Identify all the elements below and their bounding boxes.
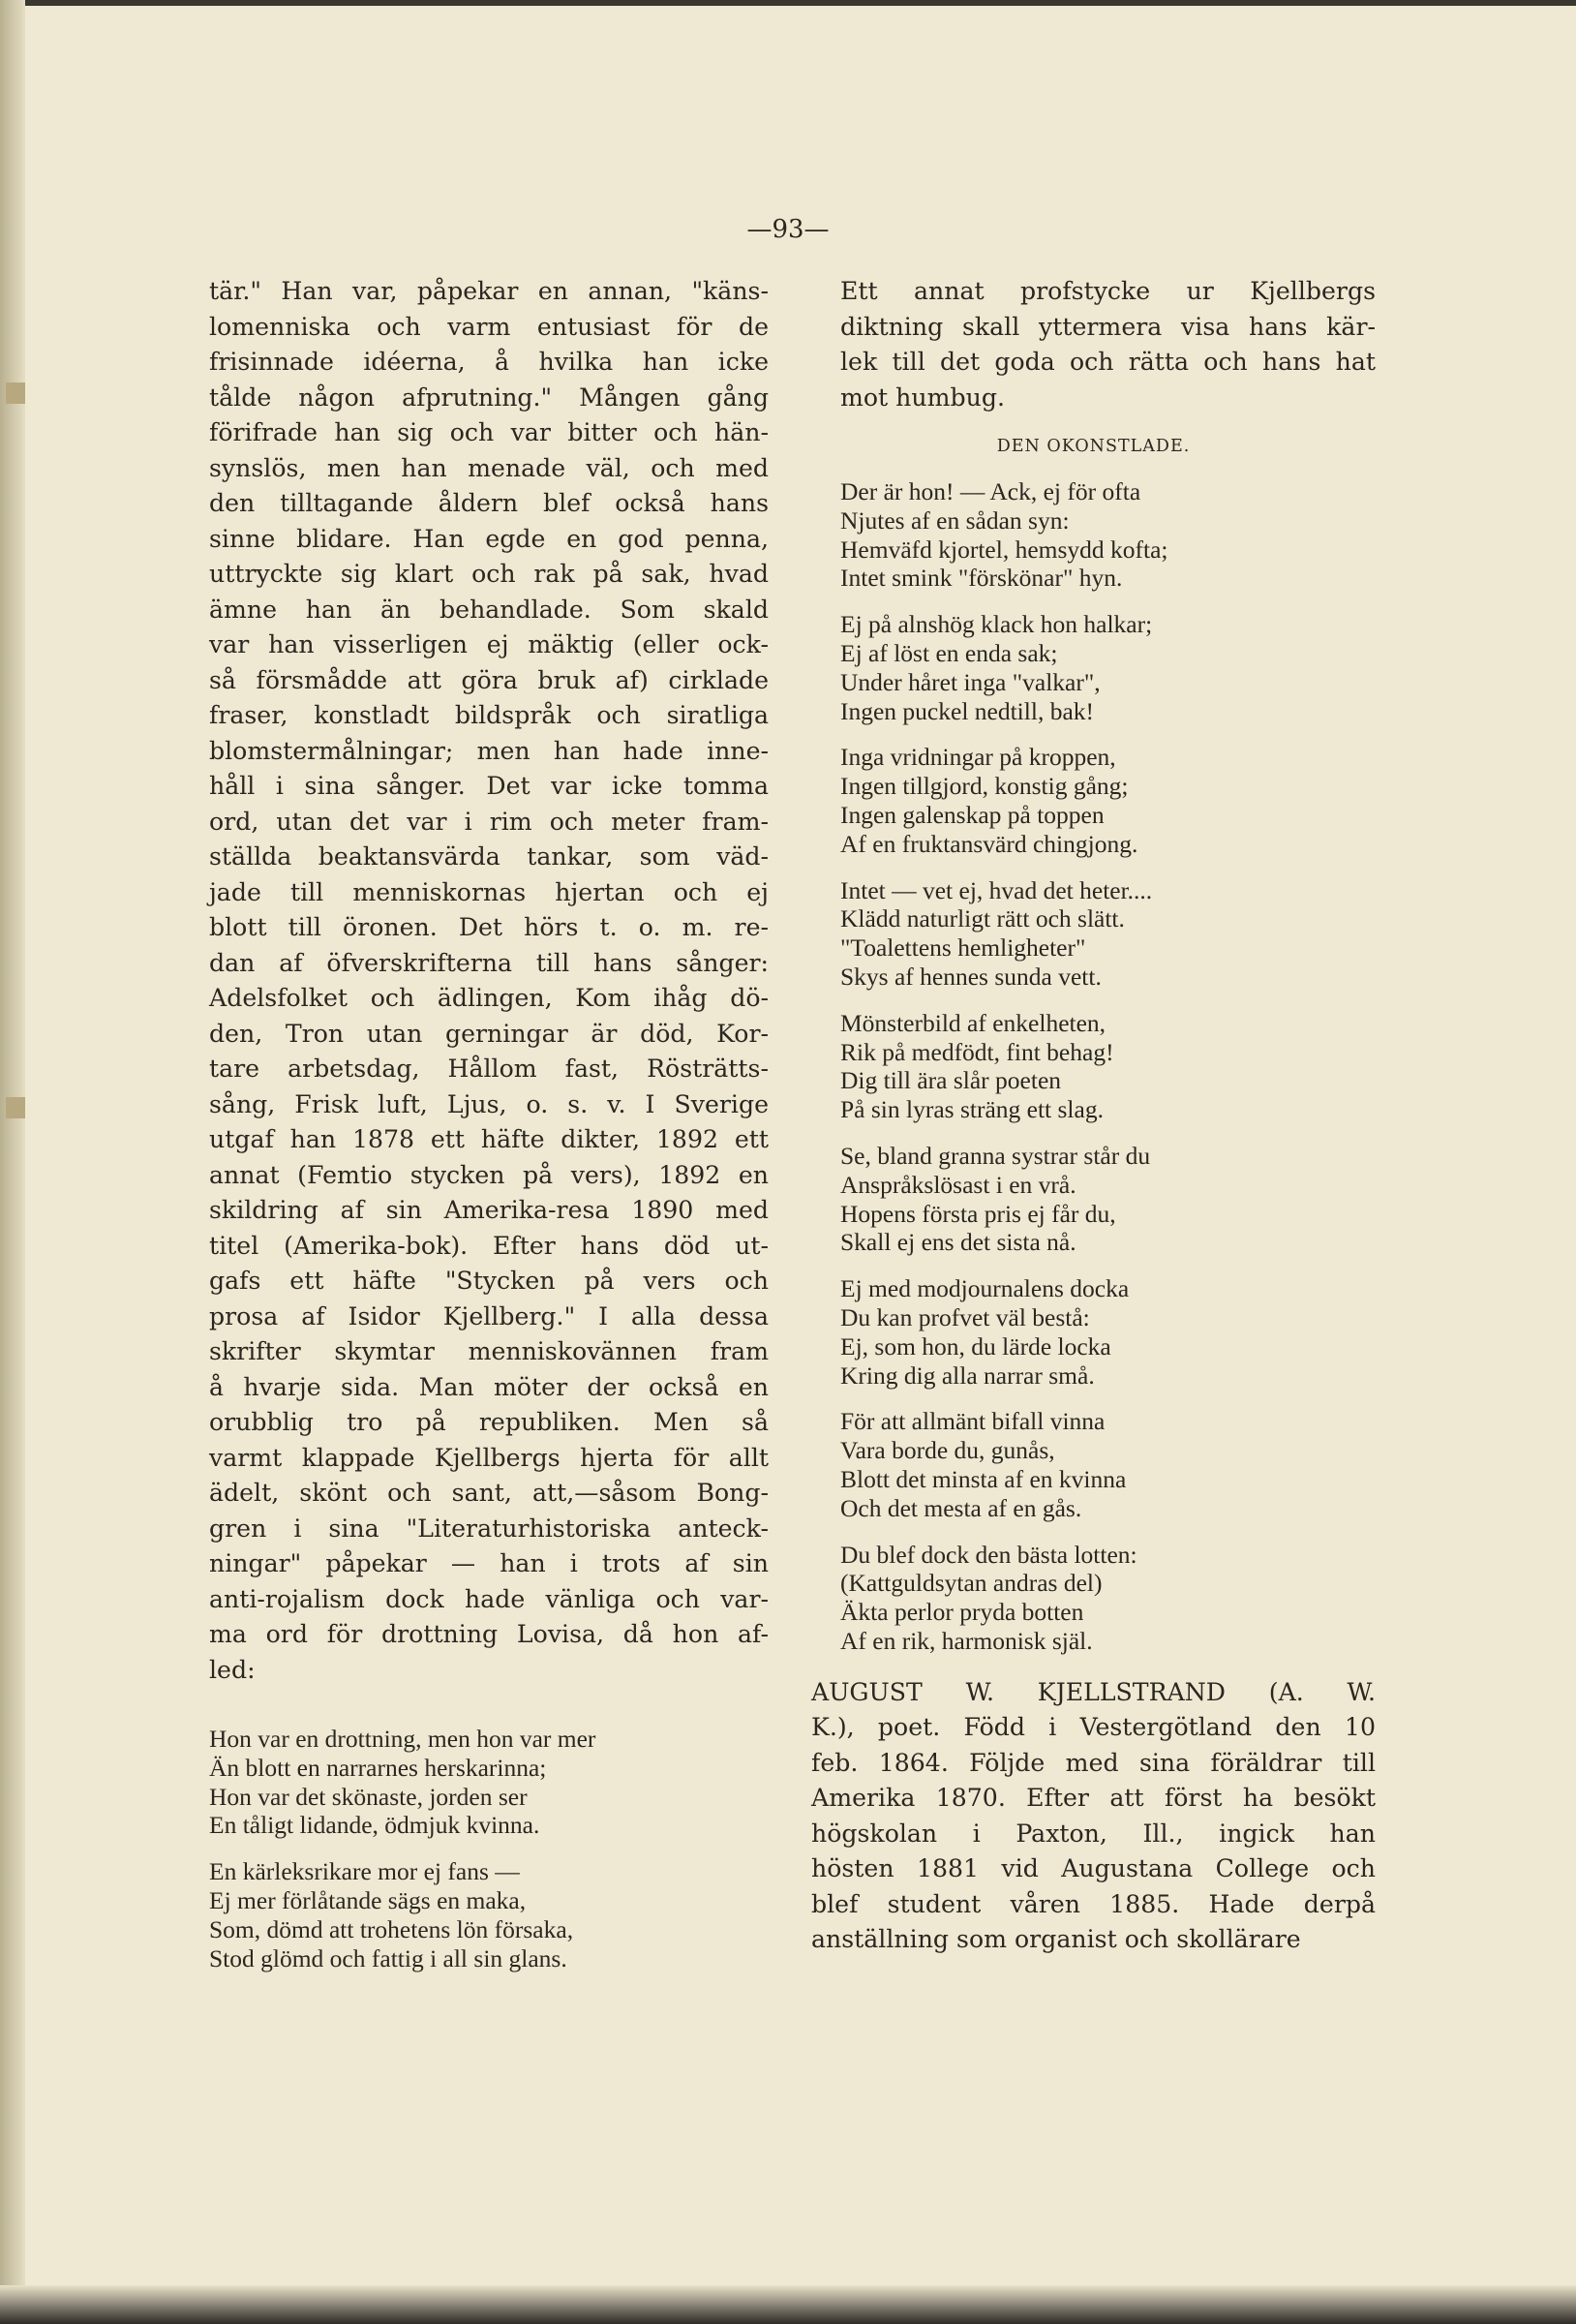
poem-line: Ej, som hon, du lärde locka bbox=[840, 1331, 1111, 1361]
prose-line: fraser, konstladt bildspråk och siratliga bbox=[209, 701, 769, 729]
poem-line: Ej på alnshög klack hon halkar; bbox=[840, 610, 1153, 639]
left-poem bbox=[209, 1725, 769, 1972]
prose-line: blomstermålningar; men han hade inne- bbox=[209, 736, 769, 765]
prose-line: led: bbox=[209, 1655, 256, 1684]
prose-line: gafs ett häfte "Stycken på vers och bbox=[209, 1267, 769, 1295]
poem-line: Skys af hennes sunda vett. bbox=[840, 962, 1102, 991]
poem-stanza bbox=[840, 1541, 1376, 1656]
poem-line: Ingen tillgjord, konstig gång; bbox=[840, 772, 1129, 801]
prose-line: blott till öronen. Det hörs t. o. m. re- bbox=[209, 913, 769, 941]
right-intro-paragraph bbox=[811, 274, 1376, 415]
poem-line: Inga vridningar på kroppen, bbox=[840, 743, 1116, 772]
page-number: —93— bbox=[746, 215, 830, 244]
prose-line: Amerika 1870. Efter att först ha besökt bbox=[811, 1784, 1376, 1813]
left-column bbox=[209, 274, 769, 1990]
prose-line: förifrade han sig och var bitter och hän- bbox=[209, 418, 769, 446]
poem-line: Blott det minsta af en kvinna bbox=[840, 1464, 1127, 1493]
prose-line: ställda beaktansvärda tankar, som väd- bbox=[209, 842, 769, 871]
poem-line: Af en rik, harmonisk själ. bbox=[840, 1626, 1093, 1655]
left-prose-paragraph bbox=[209, 274, 769, 1688]
margin-mark bbox=[6, 1097, 25, 1118]
poem-line: Der är hon! — Ack, ej för ofta bbox=[840, 477, 1141, 505]
poem-line: Kring dig alla narrar små. bbox=[840, 1361, 1095, 1390]
poem-line: (Kattguldsytan andras del) bbox=[840, 1569, 1103, 1598]
poem-line: Ej mer förlåtande sägs en maka, bbox=[209, 1885, 527, 1914]
prose-line: anställning som organist och skollärare bbox=[811, 1925, 1301, 1954]
binding-shadow bbox=[0, 0, 25, 2324]
prose-line: frisinnade idéerna, å hvilka han icke bbox=[209, 348, 769, 376]
prose-line: tålde någon afprutning." Mången gång bbox=[209, 382, 769, 412]
prose-line: håll i sina sånger. Det var icke tomma bbox=[209, 772, 769, 800]
prose-line: skrifter skymtar menniskovännen fram bbox=[209, 1337, 769, 1365]
prose-line: sång, Frisk luft, Ljus, o. s. v. I Sverige bbox=[209, 1089, 769, 1118]
poem-line: Du kan profvet väl bestå: bbox=[840, 1302, 1090, 1331]
poem-stanza bbox=[209, 1857, 769, 1972]
prose-line: prosa af Isidor Kjellberg." I alla dessa bbox=[209, 1301, 769, 1330]
prose-line: gren i sina "Literaturhistoriska anteck- bbox=[209, 1514, 769, 1543]
poem-line: Ej af löst en enda sak; bbox=[840, 638, 1058, 667]
poem-line: Intet — vet ej, hvad det heter.... bbox=[840, 875, 1153, 904]
prose-line: Adelsfolket och ädlingen, Kom ihåg dö- bbox=[209, 984, 769, 1012]
prose-line: Ett annat profstycke ur Kjellbergs bbox=[840, 277, 1376, 305]
prose-line: ämne han än behandlade. Som skald bbox=[209, 595, 769, 624]
poem-line: På sin lyras sträng ett slag. bbox=[840, 1095, 1104, 1124]
prose-line: dan af öfverskrifterna till hans sånger: bbox=[209, 948, 769, 977]
prose-line: diktning skall yttermera visa hans kär- bbox=[840, 312, 1376, 341]
poem-line: En tåligt lidande, ödmjuk kvinna. bbox=[209, 1811, 540, 1840]
poem-line: "Toalettens hemligheter" bbox=[840, 933, 1086, 963]
prose-line: uttryckte sig klart och rak på sak, hvad bbox=[209, 560, 769, 588]
prose-line: ma ord för drottning Lovisa, då hon af- bbox=[209, 1620, 769, 1648]
prose-line: blef student våren 1885. Hade derpå bbox=[811, 1889, 1376, 1918]
prose-line: AUGUST W. KJELLSTRAND (A. W. bbox=[811, 1677, 1376, 1706]
prose-line: anti-rojalism dock hade vänliga och var- bbox=[209, 1584, 769, 1613]
poem-stanza bbox=[840, 610, 1376, 725]
prose-line: lomenniska och varm entusiast för de bbox=[209, 312, 769, 341]
prose-line: tär." Han var, påpekar en annan, "käns- bbox=[209, 277, 769, 305]
poem-line: Njutes af en sådan syn: bbox=[840, 505, 1070, 535]
poem-line: Klädd naturligt rätt och slätt. bbox=[840, 904, 1125, 933]
prose-line: å hvarje sida. Man möter der också en bbox=[209, 1372, 769, 1401]
prose-line: tare arbetsdag, Hållom fast, Rösträtts- bbox=[209, 1055, 769, 1083]
prose-line: feb. 1864. Följde med sina föräldrar till bbox=[811, 1748, 1376, 1777]
poem-stanza bbox=[840, 1407, 1376, 1522]
poem-line: Och det mesta af en gås. bbox=[840, 1493, 1082, 1522]
prose-line: ningar" påpekar — han i trots af sin bbox=[209, 1549, 769, 1577]
prose-line: annat (Femtio stycken på vers), 1892 en bbox=[209, 1160, 769, 1189]
poem-stanza bbox=[840, 743, 1376, 858]
right-poem bbox=[811, 477, 1376, 1656]
poem-line: Ej med modjournalens docka bbox=[840, 1274, 1130, 1303]
prose-line: sinne blidare. Han egde en god penna, bbox=[209, 524, 769, 553]
poem-line: För att allmänt bifall vinna bbox=[840, 1407, 1106, 1436]
poem-line: Intet smink "förskönar" hyn. bbox=[840, 564, 1123, 593]
poem-line: Under håret inga "valkar", bbox=[840, 667, 1101, 696]
poem-line: Skall ej ens det sista nå. bbox=[840, 1228, 1076, 1257]
prose-line: så försmådde att göra bruk af) cirklade bbox=[209, 665, 769, 694]
poem-line: Ingen puckel nedtill, bak! bbox=[840, 696, 1094, 725]
poem-line: Äkta perlor pryda botten bbox=[840, 1598, 1084, 1627]
prose-line: högskolan i Paxton, Ill., ingick han bbox=[811, 1819, 1376, 1848]
prose-line: jade till menniskornas hjertan och ej bbox=[209, 877, 769, 906]
poem-line: Mönsterbild af enkelheten, bbox=[840, 1008, 1106, 1037]
prose-line: hösten 1881 vid Augustana College och bbox=[811, 1854, 1376, 1883]
prose-line: utgaf han 1878 ett häfte dikter, 1892 ett bbox=[209, 1125, 769, 1153]
poem-stanza bbox=[840, 477, 1376, 593]
prose-line: skildring af sin Amerika-resa 1890 med bbox=[209, 1196, 769, 1224]
prose-line: lek till det goda och rätta och hans hat bbox=[840, 348, 1376, 376]
poem-line: Dig till ära slår poeten bbox=[840, 1066, 1062, 1095]
prose-line: ord, utan det var i rim och meter fram- bbox=[209, 807, 769, 836]
prose-line: ädelt, skönt och sant, att,—såsom Bong- bbox=[209, 1479, 769, 1507]
poem-line: Af en fruktansvärd chingjong. bbox=[840, 829, 1138, 858]
poem-line: Än blott en narrarnes herskarinna; bbox=[209, 1753, 547, 1782]
poem-line: Rik på medfödt, fint behag! bbox=[840, 1037, 1114, 1066]
poem-line: En kärleksrikare mor ej fans — bbox=[209, 1857, 520, 1886]
prose-line: var han visserligen ej mäktig (eller ock- bbox=[209, 630, 769, 658]
poem-line: Anspråkslösast i en vrå. bbox=[840, 1170, 1076, 1199]
prose-line: synslös, men han menade väl, och med bbox=[209, 453, 769, 482]
bottom-edge-shadow bbox=[0, 2285, 1576, 2324]
poem-title: DEN OKONSTLADE. bbox=[996, 437, 1191, 456]
poem-stanza bbox=[840, 1274, 1376, 1390]
biography-paragraph bbox=[811, 1675, 1376, 1958]
prose-line: K.), poet. Född i Vestergötland den 10 bbox=[811, 1713, 1376, 1742]
poem-line: Se, bland granna systrar står du bbox=[840, 1141, 1151, 1170]
right-column bbox=[811, 274, 1376, 1958]
prose-line: mot humbug. bbox=[840, 382, 1005, 412]
poem-line: Vara borde du, gunås, bbox=[840, 1436, 1055, 1465]
prose-line: orubblig tro på republiken. Men så bbox=[209, 1408, 769, 1436]
poem-line: Hon var en drottning, men hon var mer bbox=[209, 1725, 596, 1753]
poem-line: Stod glömd och fattig i all sin glans. bbox=[209, 1943, 567, 1972]
poem-line: Hon var det skönaste, jorden ser bbox=[209, 1782, 528, 1811]
top-border bbox=[0, 0, 1576, 6]
poem-line: Hopens första pris ej får du, bbox=[840, 1199, 1116, 1228]
prose-line: varmt klappade Kjellbergs hjerta för allt bbox=[209, 1443, 769, 1472]
poem-stanza bbox=[840, 876, 1376, 992]
poem-line: Som, dömd att trohetens lön försaka, bbox=[209, 1914, 574, 1943]
prose-line: titel (Amerika-bok). Efter hans död ut- bbox=[209, 1231, 769, 1260]
poem-stanza bbox=[209, 1725, 769, 1840]
margin-mark bbox=[6, 382, 25, 404]
prose-line: den tilltagande åldern blef också hans bbox=[209, 489, 769, 517]
poem-line: Du blef dock den bästa lotten: bbox=[840, 1540, 1137, 1569]
poem-stanza bbox=[840, 1142, 1376, 1257]
poem-line: Ingen galenskap på toppen bbox=[840, 800, 1105, 829]
poem-stanza bbox=[840, 1009, 1376, 1124]
prose-line: den, Tron utan gerningar är död, Kor- bbox=[209, 1019, 769, 1048]
poem-line: Hemväfd kjortel, hemsydd kofta; bbox=[840, 535, 1168, 564]
